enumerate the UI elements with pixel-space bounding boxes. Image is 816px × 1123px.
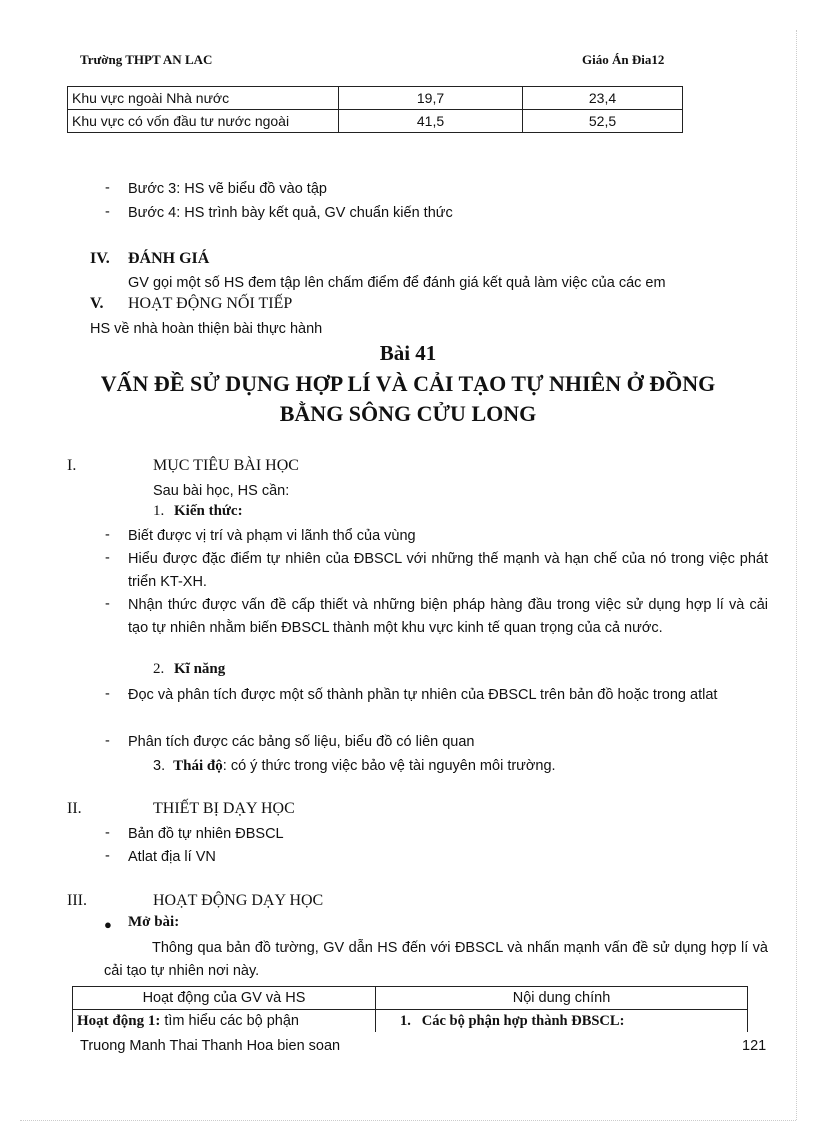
section-iv-title: ĐÁNH GIÁ: [128, 250, 210, 267]
equipment-item: Atlat địa lí VN: [128, 849, 216, 865]
skills-number: 2.: [153, 661, 165, 677]
bullet-dash: -: [105, 733, 110, 749]
lesson-title-line1: VẤN ĐỀ SỬ DỤNG HỢP LÍ VÀ CẢI TẠO TỰ NHIÊN Ở ĐỒNG: [100, 371, 716, 396]
header-school: Trường THPT AN LAC: [80, 52, 213, 67]
knowledge-number: 1.: [153, 503, 165, 519]
attitude-line: [153, 755, 556, 777]
section-v-body: HS về nhà hoàn thiện bài thực hành: [90, 321, 323, 337]
bullet-dash: -: [105, 825, 110, 841]
part1-number: I.: [67, 457, 77, 474]
skills-heading: Kĩ năng: [174, 661, 226, 677]
lesson-title-line2: BẰNG SÔNG CỬU LONG: [279, 401, 537, 426]
part1-title: MỤC TIÊU BÀI HỌC: [153, 457, 299, 474]
knowledge-item: Biết được vị trí và phạm vi lãnh thổ của vùng: [128, 528, 416, 544]
table-header-row: [73, 987, 748, 1010]
table-row: [68, 110, 683, 133]
opening-body: Thông qua bản đồ tường, GV dẫn HS đến với ĐBSCL và nhấn mạnh vấn đề sử dụng hợp lí và cải tạo tự nhiên nơi này.: [104, 940, 768, 979]
activity-1-label: Hoạt động 1:: [77, 1013, 161, 1029]
content-1-text: Các bộ phận hợp thành ĐBSCL:: [421, 1013, 625, 1029]
step-3: Bước 3: HS vẽ biểu đồ vào tập: [128, 181, 327, 197]
data-table-top: [67, 86, 683, 133]
skills-item: Đọc và phân tích được một số thành phần tự nhiên của ĐBSCL trên bản đồ hoặc trong atlat: [128, 687, 718, 703]
lesson-number: Bài 41: [379, 341, 437, 365]
step-4: Bước 4: HS trình bày kết quả, GV chuẩn kiến thức: [128, 205, 453, 221]
bullet-dot-icon: ●: [104, 917, 112, 932]
part2-number: II.: [67, 800, 82, 817]
table-row: [68, 87, 683, 110]
part1-intro: Sau bài học, HS cần:: [153, 483, 290, 499]
bullet-dash: -: [105, 848, 110, 864]
attitude-heading: Thái độ: [173, 758, 223, 774]
table-cell-label: Khu vực ngoài Nhà nước: [68, 87, 339, 110]
knowledge-item: Nhận thức được vấn đề cấp thiết và những biện pháp hàng đầu trong việc sử dụng hợp lí và cải tạo tự nhiên nhằm biến ĐBSCL thành một khu vực kinh tế quan trọng của cả nước.: [128, 597, 768, 636]
bullet-dash: -: [105, 550, 110, 566]
section-iv-number: IV.: [90, 250, 110, 267]
bullet-dash: -: [105, 204, 110, 220]
table-cell-value: 23,4: [523, 87, 683, 110]
table-cell-value: 52,5: [523, 110, 683, 133]
bullet-dash: -: [105, 527, 110, 543]
content-cell: [376, 1010, 748, 1033]
skills-item: Phân tích được các bảng số liệu, biểu đồ có liên quan: [128, 734, 475, 750]
table-row: [73, 1010, 748, 1033]
table-cell-value: 19,7: [339, 87, 523, 110]
bullet-dash: -: [105, 596, 110, 612]
column-header-activities: Hoạt động của GV và HS: [73, 987, 376, 1010]
activity-table: [72, 986, 748, 1032]
footer-page-number: 121: [742, 1035, 766, 1057]
page-edge-bottom: [20, 1120, 796, 1121]
bullet-dash: -: [105, 686, 110, 702]
bullet-dash: -: [105, 180, 110, 196]
activity-1-text: tìm hiểu các bộ phận: [160, 1013, 299, 1029]
attitude-number: 3.: [153, 758, 166, 774]
section-v-number: V.: [90, 295, 104, 312]
opening-heading: Mở bài:: [128, 914, 180, 930]
part3-number: III.: [67, 892, 87, 909]
activity-cell: [73, 1010, 376, 1033]
part3-title: HOẠT ĐỘNG DẠY HỌC: [153, 892, 324, 909]
footer-author: Truong Manh Thai Thanh Hoa bien soan: [80, 1035, 344, 1057]
knowledge-item: Hiểu được đặc điểm tự nhiên của ĐBSCL với những thế mạnh và hạn chế của nó trong việc phát triển KT-XH.: [128, 551, 768, 590]
table-cell-value: 41,5: [339, 110, 523, 133]
knowledge-heading: Kiến thức:: [174, 503, 243, 519]
page-edge-right: [796, 30, 797, 1120]
content-1-number: 1.: [400, 1013, 411, 1029]
part2-title: THIẾT BỊ DẠY HỌC: [153, 800, 295, 817]
attitude-body: : có ý thức trong việc bảo vệ tài nguyên môi trường.: [222, 758, 556, 774]
section-v-title: HOẠT ĐỘNG NỐI TIẾP: [128, 295, 293, 312]
equipment-item: Bản đồ tự nhiên ĐBSCL: [128, 826, 284, 842]
table-cell-label: Khu vực có vốn đầu tư nước ngoài: [68, 110, 339, 133]
section-iv-body: GV gọi một số HS đem tập lên chấm điểm để đánh giá kết quả làm việc của các em: [128, 275, 666, 291]
column-header-content: Nội dung chính: [376, 987, 748, 1010]
header-doc-title: Giáo Án Đia12: [582, 52, 665, 67]
